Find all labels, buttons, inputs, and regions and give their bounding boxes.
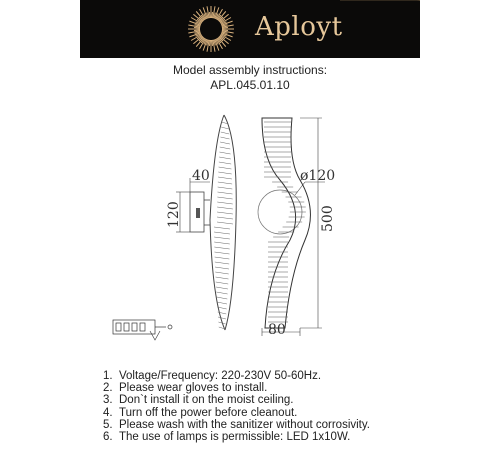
model-number: APL.045.01.10 (210, 78, 290, 92)
front-view (258, 118, 310, 328)
mount-height-label: 120 (166, 201, 182, 228)
brand-name: Aployt (255, 12, 343, 42)
instructions-list (103, 370, 370, 443)
width-label: 80 (268, 322, 286, 338)
sunburst-logo-icon (80, 0, 420, 58)
terminal-block-icon (113, 320, 172, 340)
height-dimension (300, 118, 322, 328)
mount-screw (196, 208, 200, 218)
instruction-item: 1. Voltage/Frequency: 220-230V 50-60Hz. (103, 370, 322, 382)
technical-drawing (0, 100, 500, 365)
diameter-label: ø120 (300, 168, 336, 184)
side-view (190, 115, 236, 330)
instruction-item: 5. Please wash with the sanitizer without corrosivity. (103, 418, 370, 431)
instruction-item: 3. Don`t install it on the moist ceiling. (103, 394, 294, 407)
brand-header (80, 0, 420, 58)
instruction-item: 6. The use of lamps is permissible: LED 1x10W. (103, 431, 351, 444)
depth-label: 40 (192, 168, 210, 184)
instruction-item: 2. Please wear gloves to install. (103, 382, 268, 395)
height-label: 500 (320, 205, 336, 232)
instructions-title: Model assembly instructions: (172, 63, 328, 77)
instruction-item: 4. Turn off the power before cleanout. (103, 406, 298, 419)
